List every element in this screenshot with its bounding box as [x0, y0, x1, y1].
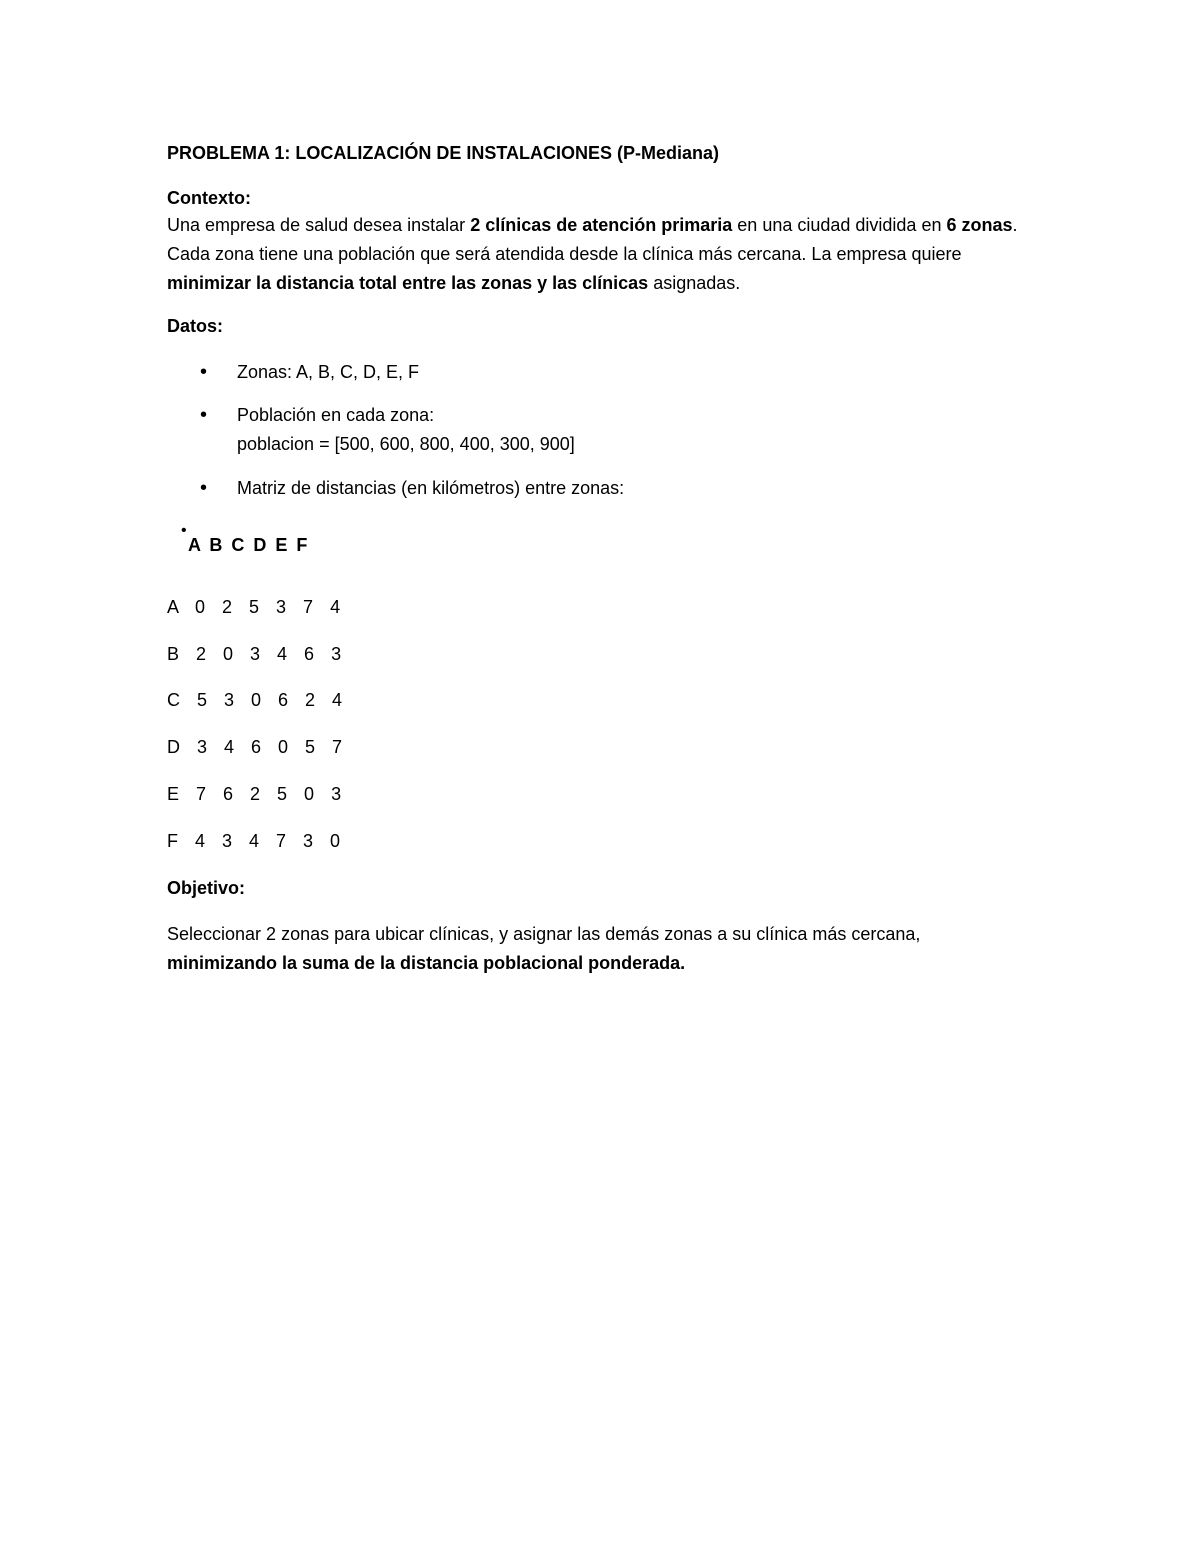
population-values: poblacion = [500, 600, 800, 400, 300, 900]	[237, 434, 575, 454]
objective-heading: Objetivo:	[167, 878, 246, 898]
bullet-icon: •	[200, 477, 208, 499]
page-title: PROBLEMA 1: LOCALIZACIÓN DE INSTALACIONES (P-Mediana)	[167, 143, 720, 163]
context-text-1: Una empresa de salud desea instalar	[167, 215, 471, 235]
matrix-row: F 4 3 4 7 3 0	[167, 831, 347, 851]
context-bold-zones: 6 zonas	[946, 215, 1013, 235]
matrix-header: A B C D E F	[188, 535, 310, 555]
context-paragraph	[167, 211, 1037, 298]
matrix-row: E 7 6 2 5 0 3	[167, 784, 348, 804]
data-heading: Datos:	[167, 316, 224, 336]
context-bold-objective: minimizar la distancia total entre las zonas y las clínicas	[167, 273, 649, 293]
context-text-2: en una ciudad dividida en	[732, 215, 947, 235]
bullet-matrix: Matriz de distancias (en kilómetros) entre zonas:	[237, 478, 625, 498]
bullet-icon: •	[200, 361, 208, 383]
bullet-icon: •	[181, 522, 187, 539]
matrix-row: C 5 3 0 6 2 4	[167, 690, 349, 710]
matrix-row: D 3 4 6 0 5 7	[167, 737, 349, 757]
objective-text: Seleccionar 2 zonas para ubicar clínicas, y asignar las demás zonas a su clínica más cercana,	[167, 924, 921, 944]
matrix-row: B 2 0 3 4 6 3	[167, 644, 348, 664]
context-text-3: . Cada zona tiene una población que será atendida desde la clínica más cercana. La empresa quiere	[167, 215, 1018, 264]
bullet-icon: •	[200, 404, 208, 426]
bullet-population: Población en cada zona:	[237, 405, 435, 425]
matrix-row: A 0 2 5 3 7 4	[167, 597, 347, 617]
context-text-4: asignadas.	[648, 273, 741, 293]
context-heading: Contexto:	[167, 188, 251, 208]
bullet-zones: Zonas: A, B, C, D, E, F	[237, 362, 420, 382]
objective-text-bold: minimizando la suma de la distancia poblacional ponderada.	[167, 953, 686, 973]
context-bold-clinics: 2 clínicas de atención primaria	[470, 215, 733, 235]
